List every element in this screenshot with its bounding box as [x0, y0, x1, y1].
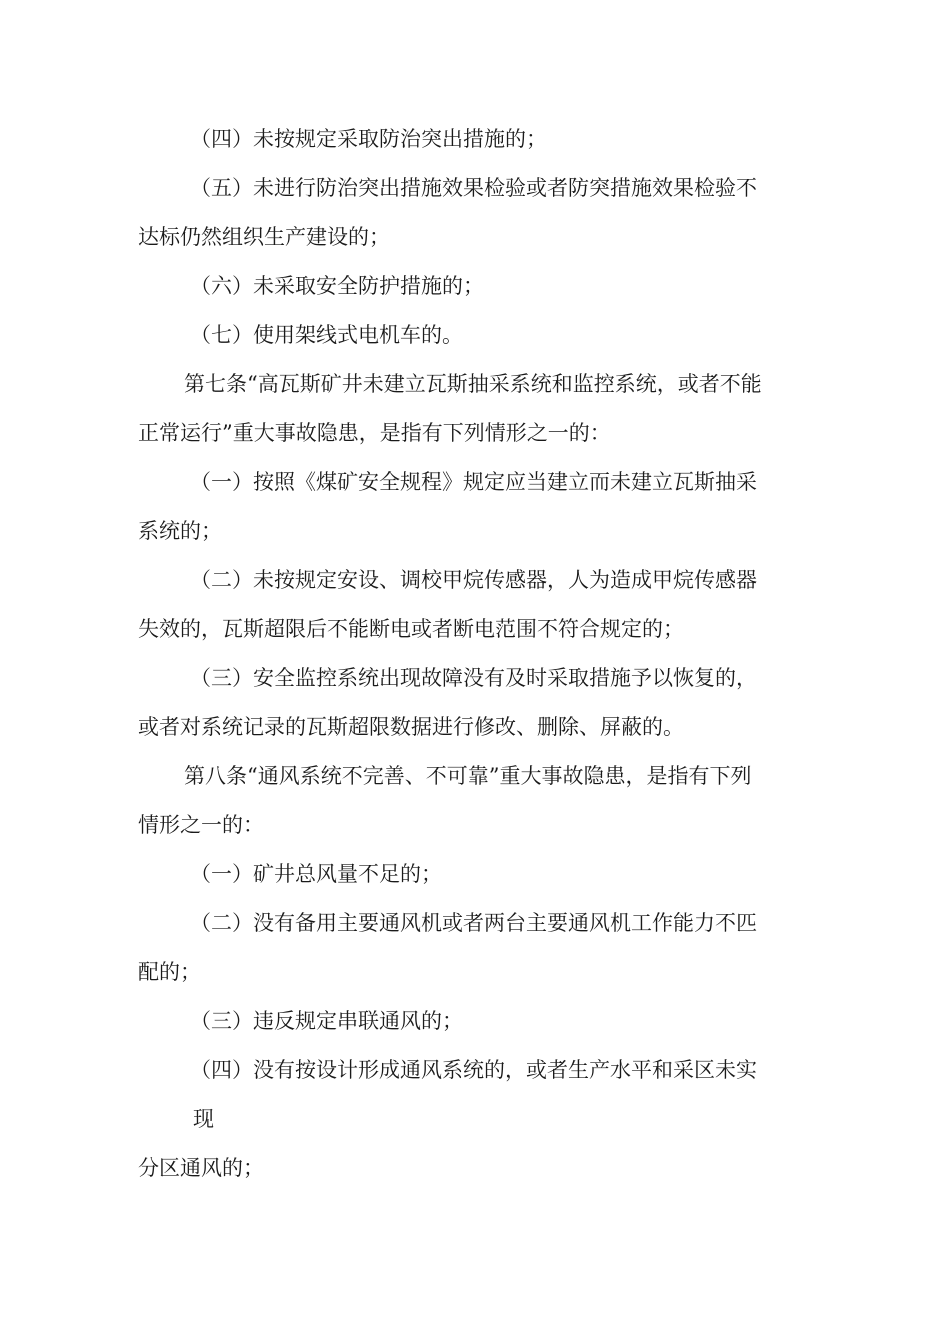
text-line-5: （七）使用架线式电机车的。: [190, 323, 463, 347]
text-line-2: （五）未进行防治突出措施效果检验或者防突措施效果检验不: [190, 176, 757, 200]
text-line-3: 达标仍然组织生产建设的；: [138, 225, 390, 249]
text-line-8: （一）按照《煤矿安全规程》规定应当建立而未建立瓦斯抽采: [190, 470, 757, 494]
text-line-13: 或者对系统记录的瓦斯超限数据进行修改、删除、屏蔽的。: [138, 715, 684, 739]
text-line-4: （六）未采取安全防护措施的；: [190, 274, 484, 298]
text-line-18: 配的；: [138, 960, 201, 984]
text-line-9: 系统的；: [138, 519, 222, 543]
text-line-21: 现: [193, 1107, 214, 1131]
text-line-14: 第八条“通风系统不完善、不可靠”重大事故隐患，是指有下列: [184, 764, 752, 788]
text-line-1: （四）未按规定采取防治突出措施的；: [190, 127, 547, 151]
text-line-22: 分区通风的；: [138, 1156, 264, 1180]
text-line-17: （二）没有备用主要通风机或者两台主要通风机工作能力不匹: [190, 911, 757, 935]
text-line-20: （四）没有按设计形成通风系统的，或者生产水平和采区未实: [190, 1058, 757, 1082]
text-line-19: （三）违反规定串联通风的；: [190, 1009, 463, 1033]
text-line-12: （三）安全监控系统出现故障没有及时采取措施予以恢复的，: [190, 666, 757, 690]
text-line-11: 失效的，瓦斯超限后不能断电或者断电范围不符合规定的；: [138, 617, 684, 641]
text-line-15: 情形之一的：: [138, 813, 264, 837]
text-line-6: 第七条“高瓦斯矿井未建立瓦斯抽采系统和监控系统，或者不能: [184, 372, 762, 396]
text-line-16: （一）矿井总风量不足的；: [190, 862, 442, 886]
text-line-10: （二）未按规定安设、调校甲烷传感器，人为造成甲烷传感器: [190, 568, 757, 592]
text-line-7: 正常运行”重大事故隐患，是指有下列情形之一的：: [138, 421, 611, 445]
